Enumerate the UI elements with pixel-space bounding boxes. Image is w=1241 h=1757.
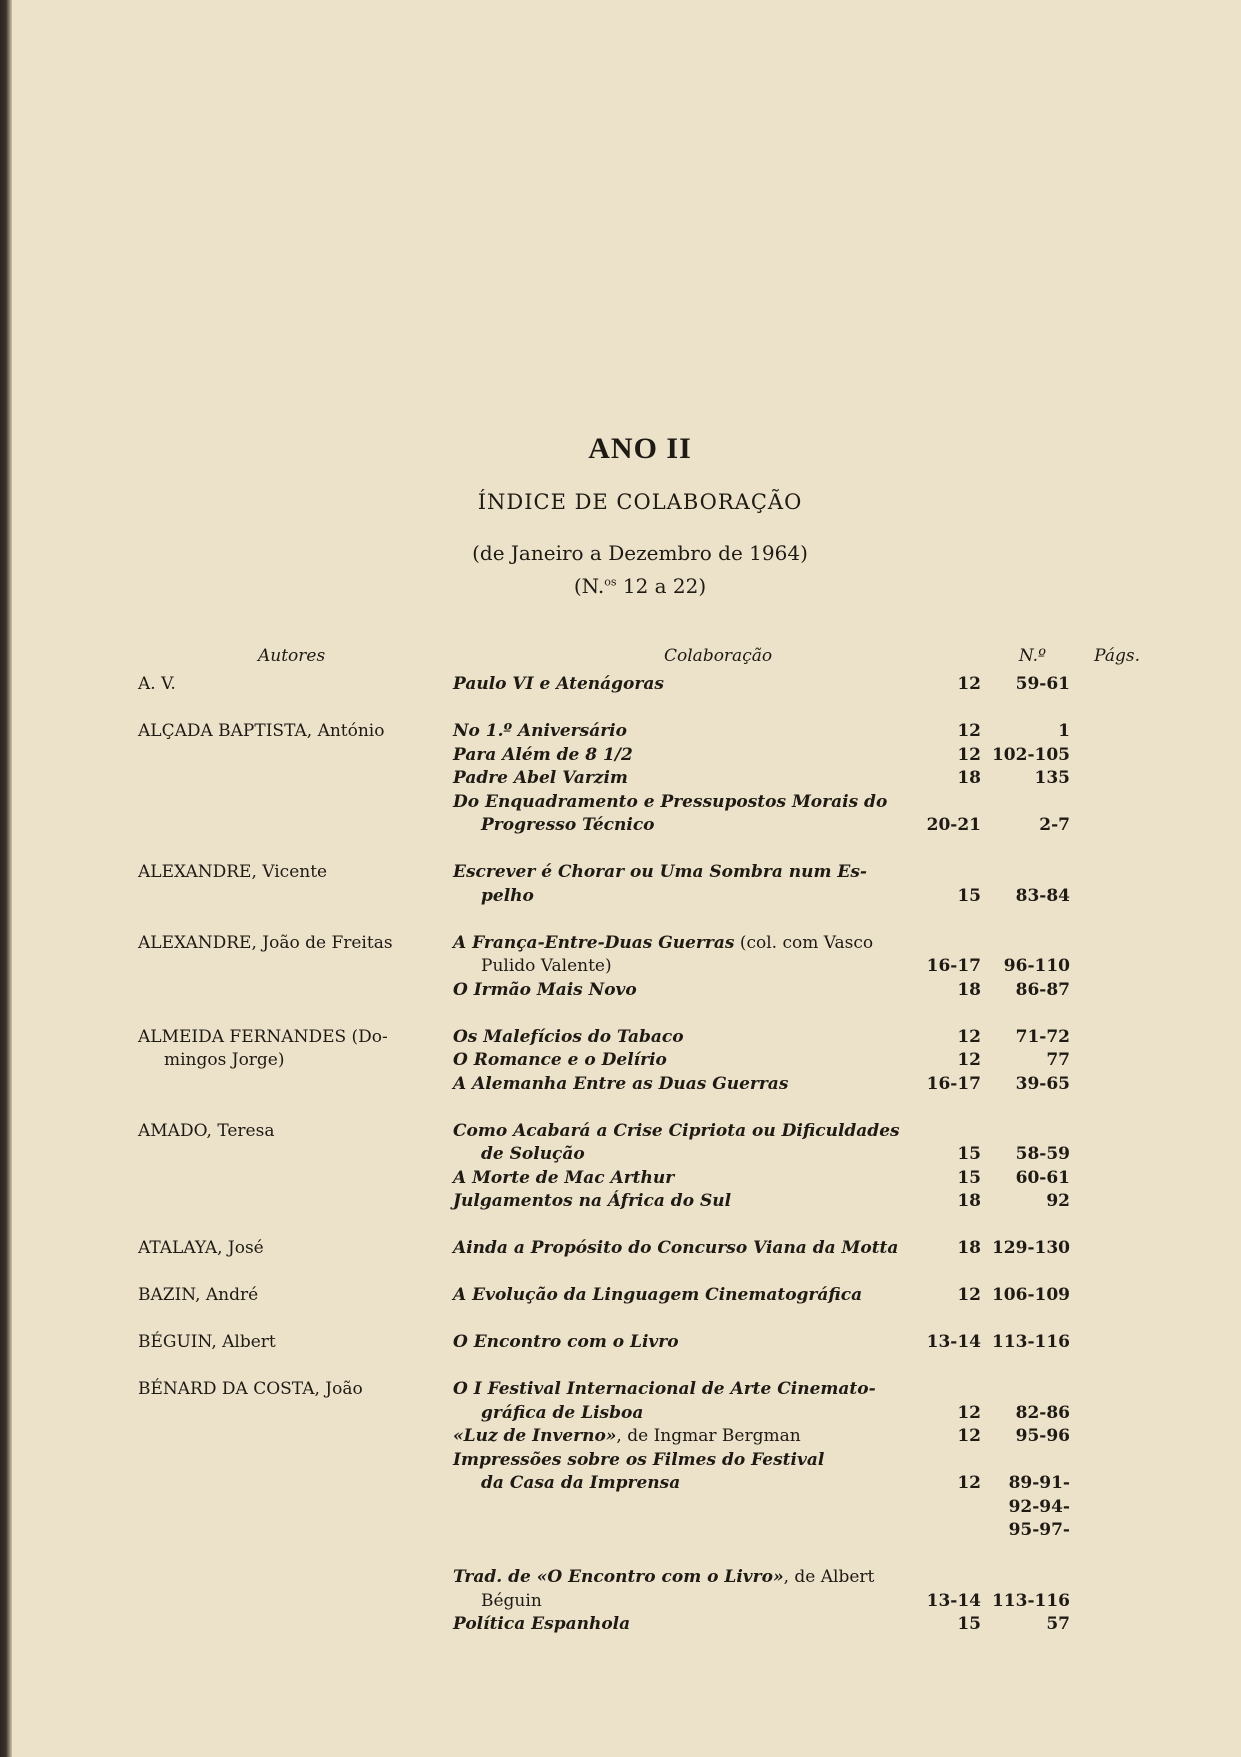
page-numbers: 95-96 <box>1015 1426 1070 1446</box>
work-line <box>453 1331 1140 1355</box>
work-line <box>453 1284 1140 1308</box>
work-line <box>453 1190 1140 1214</box>
index-entry <box>138 1120 1140 1214</box>
work-title: Pulido Valente) <box>481 956 612 976</box>
page-numbers <box>981 1120 1070 1144</box>
page-numbers: 57 <box>1046 1614 1070 1634</box>
work-title: da Casa da Imprensa <box>481 1473 681 1493</box>
issue-number: 12 <box>957 721 981 741</box>
page-numbers: 113-116 <box>991 1590 1070 1611</box>
page-numbers: 95-97- <box>1008 1520 1070 1540</box>
column-header-colaboracao: Colaboração <box>664 646 773 666</box>
index-entry <box>138 1284 1140 1308</box>
issue-number: 12 <box>957 1026 981 1047</box>
issue-number <box>911 1519 981 1543</box>
index-entry <box>138 1026 1140 1097</box>
issue-number: 13-14 <box>926 1332 981 1352</box>
work-line <box>453 1472 1140 1496</box>
work-list <box>453 1026 1140 1097</box>
work-line <box>453 1449 1140 1473</box>
index-entry <box>138 932 1140 1003</box>
author-name <box>138 1026 453 1097</box>
index-entry <box>138 673 1140 697</box>
page-numbers: 135 <box>1034 768 1070 788</box>
issue-number: 12 <box>957 1426 981 1446</box>
page-numbers <box>981 791 1070 815</box>
author-name-line: ALEXANDRE, Vicente <box>138 862 328 882</box>
page-numbers: 60-61 <box>1015 1167 1070 1188</box>
work-list <box>453 1331 1140 1355</box>
work-line <box>453 1519 1140 1543</box>
work-line <box>453 1143 1140 1167</box>
page-numbers: 113-116 <box>991 1332 1070 1352</box>
page-numbers <box>981 861 1070 885</box>
work-line <box>453 720 1140 744</box>
issue-number: 15 <box>957 1167 981 1188</box>
issue-number: 12 <box>957 1402 981 1423</box>
author-name-line: BÉNARD DA COSTA, João <box>138 1379 363 1399</box>
issue-number: 16-17 <box>926 1073 981 1094</box>
author-name-line: BÉGUIN, Albert <box>138 1332 276 1352</box>
issue-number <box>911 1378 981 1402</box>
page-numbers: 71-72 <box>1015 1026 1070 1047</box>
issue-number: 12 <box>957 1050 981 1070</box>
work-title: Como Acabará a Crise Cipriota ou Dificuldades <box>453 1120 900 1141</box>
page-numbers: 102-105 <box>991 744 1070 765</box>
author-name-line: ALMEIDA FERNANDES (Do- <box>138 1026 388 1047</box>
page-numbers: 82-86 <box>1015 1402 1070 1423</box>
index-entry <box>138 720 1140 838</box>
work-title: Trad. de «O Encontro com o Livro», de Albert <box>453 1567 875 1587</box>
author-name-line: A. V. <box>138 674 176 694</box>
index-entry <box>138 1378 1140 1637</box>
work-title: A França-Entre-Duas Guerras (col. com Vasco <box>453 932 874 953</box>
work-title: Política Espanhola <box>453 1614 631 1634</box>
work-title: de Solução <box>481 1144 585 1164</box>
work-title: Escrever é Chorar ou Uma Sombra num Es- <box>453 862 867 882</box>
page-numbers <box>981 1449 1070 1473</box>
issue-number <box>911 932 981 956</box>
issue-number <box>911 791 981 815</box>
author-name-line: AMADO, Teresa <box>138 1120 275 1141</box>
page-numbers: 92 <box>1046 1191 1070 1211</box>
work-title: A Alemanha Entre as Duas Guerras <box>453 1073 789 1094</box>
work-title: pelho <box>481 885 534 906</box>
author-name <box>138 1120 453 1214</box>
author-name-line: BAZIN, André <box>138 1285 259 1305</box>
work-line <box>453 1120 1140 1144</box>
work-line <box>453 1073 1140 1097</box>
issue-range: (N.$^{os}$ 12 a 22) <box>573 574 707 598</box>
work-line <box>453 1613 1140 1637</box>
column-header-autores: Autores <box>258 646 326 666</box>
work-line <box>453 932 1140 956</box>
author-name-line: ALEXANDRE, João de Freitas <box>138 932 393 953</box>
author-name <box>138 1284 453 1308</box>
work-title: A Evolução da Linguagem Cinematográfica <box>453 1285 863 1305</box>
author-name-line: ALÇADA BAPTISTA, António <box>138 721 385 741</box>
work-line <box>453 861 1140 885</box>
page-numbers: 58-59 <box>1015 1144 1070 1164</box>
issue-number: 15 <box>957 1614 981 1634</box>
author-name-line: ATALAYA, José <box>138 1238 264 1258</box>
work-title: No 1.º Aniversário <box>453 721 627 741</box>
work-list <box>453 720 1140 838</box>
work-line <box>453 1590 1140 1614</box>
issue-number: 20-21 <box>926 815 981 835</box>
work-list <box>453 1237 1140 1261</box>
page-title: ANO II <box>588 432 692 465</box>
page-numbers: 96-110 <box>1003 956 1070 976</box>
work-list <box>453 673 1140 697</box>
work-title: A Morte de Mac Arthur <box>453 1167 675 1188</box>
issue-number: 12 <box>957 744 981 765</box>
work-list <box>453 1120 1140 1214</box>
issue-number: 12 <box>957 1285 981 1305</box>
work-line <box>453 979 1140 1003</box>
work-line <box>453 1378 1140 1402</box>
work-title: Impressões sobre os Filmes do Festival <box>453 1449 825 1470</box>
issue-number: 15 <box>957 1144 981 1164</box>
issue-number: 18 <box>957 979 981 1000</box>
page-subtitle: ÍNDICE DE COLABORAÇÃO <box>477 490 803 514</box>
work-list <box>453 1378 1140 1637</box>
column-header-paginas: Págs. <box>1094 646 1140 666</box>
page-numbers: 86-87 <box>1015 979 1070 1000</box>
work-title: Do Enquadramento e Pressupostos Morais do <box>453 791 888 812</box>
work-title: Progresso Técnico <box>481 815 655 835</box>
index-entry <box>138 861 1140 908</box>
period-line: (de Janeiro a Dezembro de 1964) <box>472 541 808 565</box>
work-title: O Encontro com o Livro <box>453 1332 679 1352</box>
column-header-numero: N.º <box>1018 646 1046 666</box>
issue-number <box>911 861 981 885</box>
work-line <box>453 1237 1140 1261</box>
issue-number: 18 <box>957 1191 981 1211</box>
work-title: O Romance e o Delírio <box>453 1050 667 1070</box>
issue-number <box>911 1496 981 1520</box>
work-list <box>453 861 1140 908</box>
page-numbers: 1 <box>1058 721 1070 741</box>
work-line <box>453 1049 1140 1073</box>
author-name <box>138 861 453 908</box>
work-line <box>453 1496 1140 1520</box>
work-list <box>453 1284 1140 1308</box>
index-entries <box>138 673 1140 1660</box>
page-numbers: 92-94- <box>1008 1496 1070 1517</box>
work-title: O Irmão Mais Novo <box>453 979 637 1000</box>
author-name <box>138 932 453 1003</box>
work-line <box>453 791 1140 815</box>
work-line <box>453 1026 1140 1050</box>
work-line <box>453 814 1140 838</box>
work-title: Paulo VI e Atenágoras <box>453 674 664 694</box>
author-name <box>138 1331 453 1355</box>
work-title <box>453 1496 911 1520</box>
author-name <box>138 720 453 838</box>
work-title: «Luz de Inverno», de Ingmar Bergman <box>453 1426 801 1446</box>
page-numbers: 59-61 <box>1015 674 1070 694</box>
work-title-roman: (col. com Vasco <box>734 932 874 953</box>
work-title: Padre Abel Varzim <box>453 768 628 788</box>
issue-number: 12 <box>957 674 981 694</box>
work-line <box>453 1425 1140 1449</box>
author-name <box>138 673 453 697</box>
work-title-roman: , de Albert <box>783 1567 875 1587</box>
work-line <box>453 744 1140 768</box>
page-numbers <box>981 1566 1070 1590</box>
author-name-line: mingos Jorge) <box>164 1050 285 1070</box>
work-title: Julgamentos na África do Sul <box>453 1191 732 1211</box>
page-numbers <box>981 1378 1070 1402</box>
author-name <box>138 1237 453 1261</box>
issue-number: 12 <box>957 1473 981 1493</box>
work-title: O I Festival Internacional de Arte Cinemato- <box>453 1379 876 1399</box>
work-line <box>453 1566 1140 1590</box>
binding-edge <box>0 0 12 1757</box>
page-numbers: 106-109 <box>991 1285 1070 1305</box>
work-line <box>453 673 1140 697</box>
work-line <box>453 1167 1140 1191</box>
page-numbers <box>981 932 1070 956</box>
work-title: Béguin <box>481 1590 542 1611</box>
work-list <box>453 932 1140 1003</box>
issue-number: 13-14 <box>926 1590 981 1611</box>
issue-number: 18 <box>957 768 981 788</box>
page-numbers: 129-130 <box>991 1238 1070 1258</box>
blank-line <box>453 1543 1140 1567</box>
work-title-roman: , de Ingmar Bergman <box>616 1426 801 1446</box>
index-entry <box>138 1331 1140 1355</box>
issue-number: 15 <box>957 885 981 906</box>
index-entry <box>138 1237 1140 1261</box>
work-title: Ainda a Propósito do Concurso Viana da Motta <box>453 1238 899 1258</box>
issue-number <box>911 1120 981 1144</box>
page-numbers: 83-84 <box>1015 885 1070 906</box>
page-numbers: 2-7 <box>1039 815 1070 835</box>
work-title: Os Malefícios do Tabaco <box>453 1026 684 1047</box>
issue-number: 16-17 <box>926 956 981 976</box>
issue-number <box>911 1566 981 1590</box>
issue-number: 18 <box>957 1238 981 1258</box>
page-numbers: 89-91- <box>1008 1473 1070 1493</box>
work-line <box>453 955 1140 979</box>
work-line <box>453 885 1140 909</box>
page-numbers: 77 <box>1046 1050 1070 1070</box>
author-name <box>138 1378 453 1637</box>
work-title: gráfica de Lisboa <box>481 1402 644 1423</box>
page-numbers: 39-65 <box>1015 1073 1070 1094</box>
issue-number <box>911 1449 981 1473</box>
work-title: Para Além de 8 1/2 <box>453 744 633 765</box>
work-line <box>453 767 1140 791</box>
work-line <box>453 1402 1140 1426</box>
work-title <box>453 1519 911 1543</box>
